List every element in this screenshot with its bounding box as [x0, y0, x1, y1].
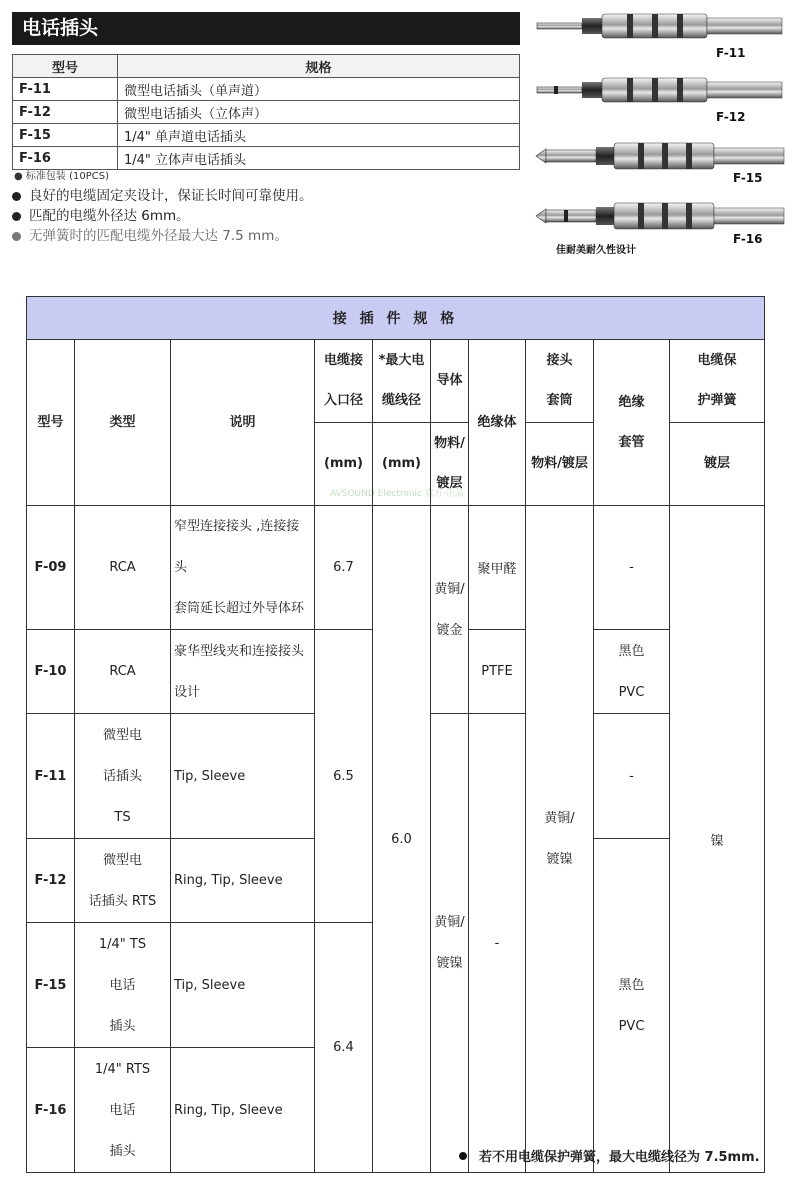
feature-text: 良好的电缆固定夹设计，保证长时间可靠使用。 [29, 188, 313, 204]
header-cable-in-line2: 入口径 [323, 393, 363, 408]
plug-label-f11: F-11 [716, 46, 746, 60]
header-conductor: 导体 [431, 340, 469, 423]
model-code: F-11 [13, 78, 118, 101]
row-type [75, 923, 171, 1048]
cell-spring: 镍 [670, 506, 765, 1173]
header-max-cable-line1: *最大电 [378, 353, 425, 368]
header-max-cable [373, 340, 431, 423]
row-type [75, 1048, 171, 1173]
model-spec: 微型电话插头（单声道） [118, 78, 520, 101]
header-cable-in [315, 340, 373, 423]
row-code: F-10 [27, 630, 75, 714]
watermark: AVSOUND Electronic 官方·正品 [330, 489, 464, 499]
cell-tube-line2: PVC [618, 684, 645, 700]
row-desc: Tip, Sleeve [171, 714, 315, 839]
models-table [12, 54, 520, 170]
header-spring-line2: 护弹簧 [697, 393, 737, 408]
footer-note-text: 若不用电缆保护弹簧，最大电缆线径为 7.5mm. [479, 1150, 760, 1165]
cell-tube-line1: 黑色 [618, 643, 645, 659]
row-desc: Ring, Tip, Sleeve [171, 1048, 315, 1173]
header-ins-tube [594, 340, 670, 506]
row-desc: Ring, Tip, Sleeve [171, 839, 315, 923]
row-type [75, 839, 171, 923]
cell-tube: - [594, 714, 670, 839]
cell-conductor-bottom-line1: 黄铜/ [434, 915, 465, 930]
table-row [13, 101, 520, 124]
row-type-line1: 微型电 [102, 727, 142, 743]
header-model: 型号 [27, 340, 75, 506]
cell-tube-line2: PVC [618, 1018, 645, 1034]
plug-image-f11 [532, 6, 787, 46]
cell-conductor-bottom-line2: 镀镍 [436, 956, 463, 971]
row-type-line3: 插头 [109, 1018, 136, 1034]
header-max-cable-line2: 缆线径 [381, 393, 421, 408]
header-ins-tube-line2: 套管 [618, 434, 645, 450]
plug-label-f15: F-15 [733, 171, 763, 185]
plug-label-f16: F-16 [733, 232, 763, 246]
cell-tube: - [594, 506, 670, 630]
header-sleeve-line1: 接头 [546, 353, 573, 368]
header-cable-in-line1: 电缆接 [323, 353, 363, 368]
header-spring-line1: 电缆保 [697, 353, 737, 368]
models-header-spec: 规格 [118, 55, 520, 78]
feature-text: 匹配的电缆外径达 6mm。 [29, 208, 190, 224]
row-desc [171, 506, 315, 630]
row-code: F-11 [27, 714, 75, 839]
bullet-icon [12, 192, 21, 201]
feature-list [12, 186, 313, 246]
plug-image-f15 [532, 136, 787, 176]
row-type-line2: 话插头 RTS [88, 893, 157, 909]
cell-insulator: - [469, 714, 526, 1173]
header-desc: 说明 [171, 340, 315, 506]
row-code: F-16 [27, 1048, 75, 1173]
table-row [13, 78, 520, 101]
row-desc: Tip, Sleeve [171, 923, 315, 1048]
header-insulator: 绝缘体 [469, 340, 526, 506]
table-row [27, 506, 765, 630]
pack-note: ● 标准包装 (10PCS) [14, 171, 109, 182]
list-item [12, 226, 313, 246]
plug-label-f12: F-12 [716, 110, 746, 124]
cell-cable-in: 6.7 [315, 506, 373, 630]
row-desc-line2: 设计 [174, 684, 201, 700]
cell-conductor-top-line1: 黄铜/ [434, 581, 465, 597]
plug-image-f12 [532, 70, 787, 110]
page-title: 电话插头 [12, 12, 520, 45]
cell-insulator: PTFE [469, 630, 526, 714]
header-spring [670, 340, 765, 423]
row-type-line3: TS [114, 809, 131, 825]
footer-note [459, 1146, 760, 1165]
bullet-icon [12, 232, 21, 241]
row-code: F-12 [27, 839, 75, 923]
cell-sleeve-line1: 黄铜/ [544, 811, 575, 826]
header-conductor-sub-line1: 物料/ [434, 436, 465, 451]
model-spec: 1/4" 单声道电话插头 [118, 124, 520, 147]
bullet-icon [12, 212, 21, 221]
cell-cable-in: 6.5 [315, 630, 373, 923]
header-sleeve-sub: 物料/镀层 [526, 423, 594, 506]
spec-table [26, 296, 765, 1173]
plug-caption: 佳耐美耐久性设计 [556, 245, 636, 256]
list-item [12, 206, 313, 226]
cell-tube-line1: 黑色 [618, 977, 645, 993]
spec-table-title: 接 插 件 规 格 [27, 297, 765, 340]
header-conductor-sub-line2: 镀层 [436, 476, 463, 491]
row-type-line1: 微型电 [102, 852, 142, 868]
row-type-line1: 1/4" RTS [94, 1061, 151, 1077]
cell-cable-in: 6.4 [315, 923, 373, 1173]
models-table-header [13, 55, 520, 78]
cell-insulator: 聚甲醛 [469, 506, 526, 630]
feature-text: 无弹簧时的匹配电缆外径最大达 7.5 mm。 [29, 228, 288, 244]
row-type: RCA [75, 506, 171, 630]
models-header-code: 型号 [13, 55, 118, 78]
list-item [12, 186, 313, 206]
cell-conductor-bottom [431, 714, 469, 1173]
header-sleeve [526, 340, 594, 423]
row-desc-line1: 窄型连接接头 ,连接接头 [174, 519, 300, 575]
row-desc [171, 630, 315, 714]
row-type [75, 714, 171, 839]
row-type-line2: 话插头 [102, 768, 142, 784]
row-type-line3: 插头 [109, 1143, 136, 1159]
header-max-cable-unit: (mm) [373, 423, 431, 506]
spec-header-row [27, 340, 765, 423]
cell-conductor-top [431, 506, 469, 714]
header-sleeve-line2: 套筒 [546, 393, 573, 408]
plug-image-f16 [532, 196, 787, 236]
row-desc-line2: 套筒延长超过外导体环 [174, 601, 305, 616]
model-spec: 微型电话插头（立体声） [118, 101, 520, 124]
row-code: F-09 [27, 506, 75, 630]
header-spring-sub: 镀层 [670, 423, 765, 506]
cell-conductor-top-line2: 镀金 [436, 622, 463, 638]
table-row [13, 124, 520, 147]
cell-max-cable: 6.0 [373, 506, 431, 1173]
model-spec: 1/4" 立体声电话插头 [118, 147, 520, 170]
row-code: F-15 [27, 923, 75, 1048]
model-code: F-16 [13, 147, 118, 170]
row-type-line1: 1/4" TS [98, 936, 147, 952]
row-type-line2: 电话 [109, 1102, 136, 1118]
cell-tube [594, 839, 670, 1173]
bullet-icon [459, 1152, 467, 1160]
model-code: F-12 [13, 101, 118, 124]
row-desc-line1: 豪华型线夹和连接接头 [174, 643, 305, 659]
header-ins-tube-line1: 绝缘 [618, 394, 645, 410]
header-cable-in-unit: (mm) [315, 423, 373, 506]
cell-sleeve-line2: 镀镍 [546, 852, 573, 867]
model-code: F-15 [13, 124, 118, 147]
row-type-line2: 电话 [109, 977, 136, 993]
header-type: 类型 [75, 340, 171, 506]
cell-sleeve [526, 506, 594, 1173]
cell-tube [594, 630, 670, 714]
row-type: RCA [75, 630, 171, 714]
